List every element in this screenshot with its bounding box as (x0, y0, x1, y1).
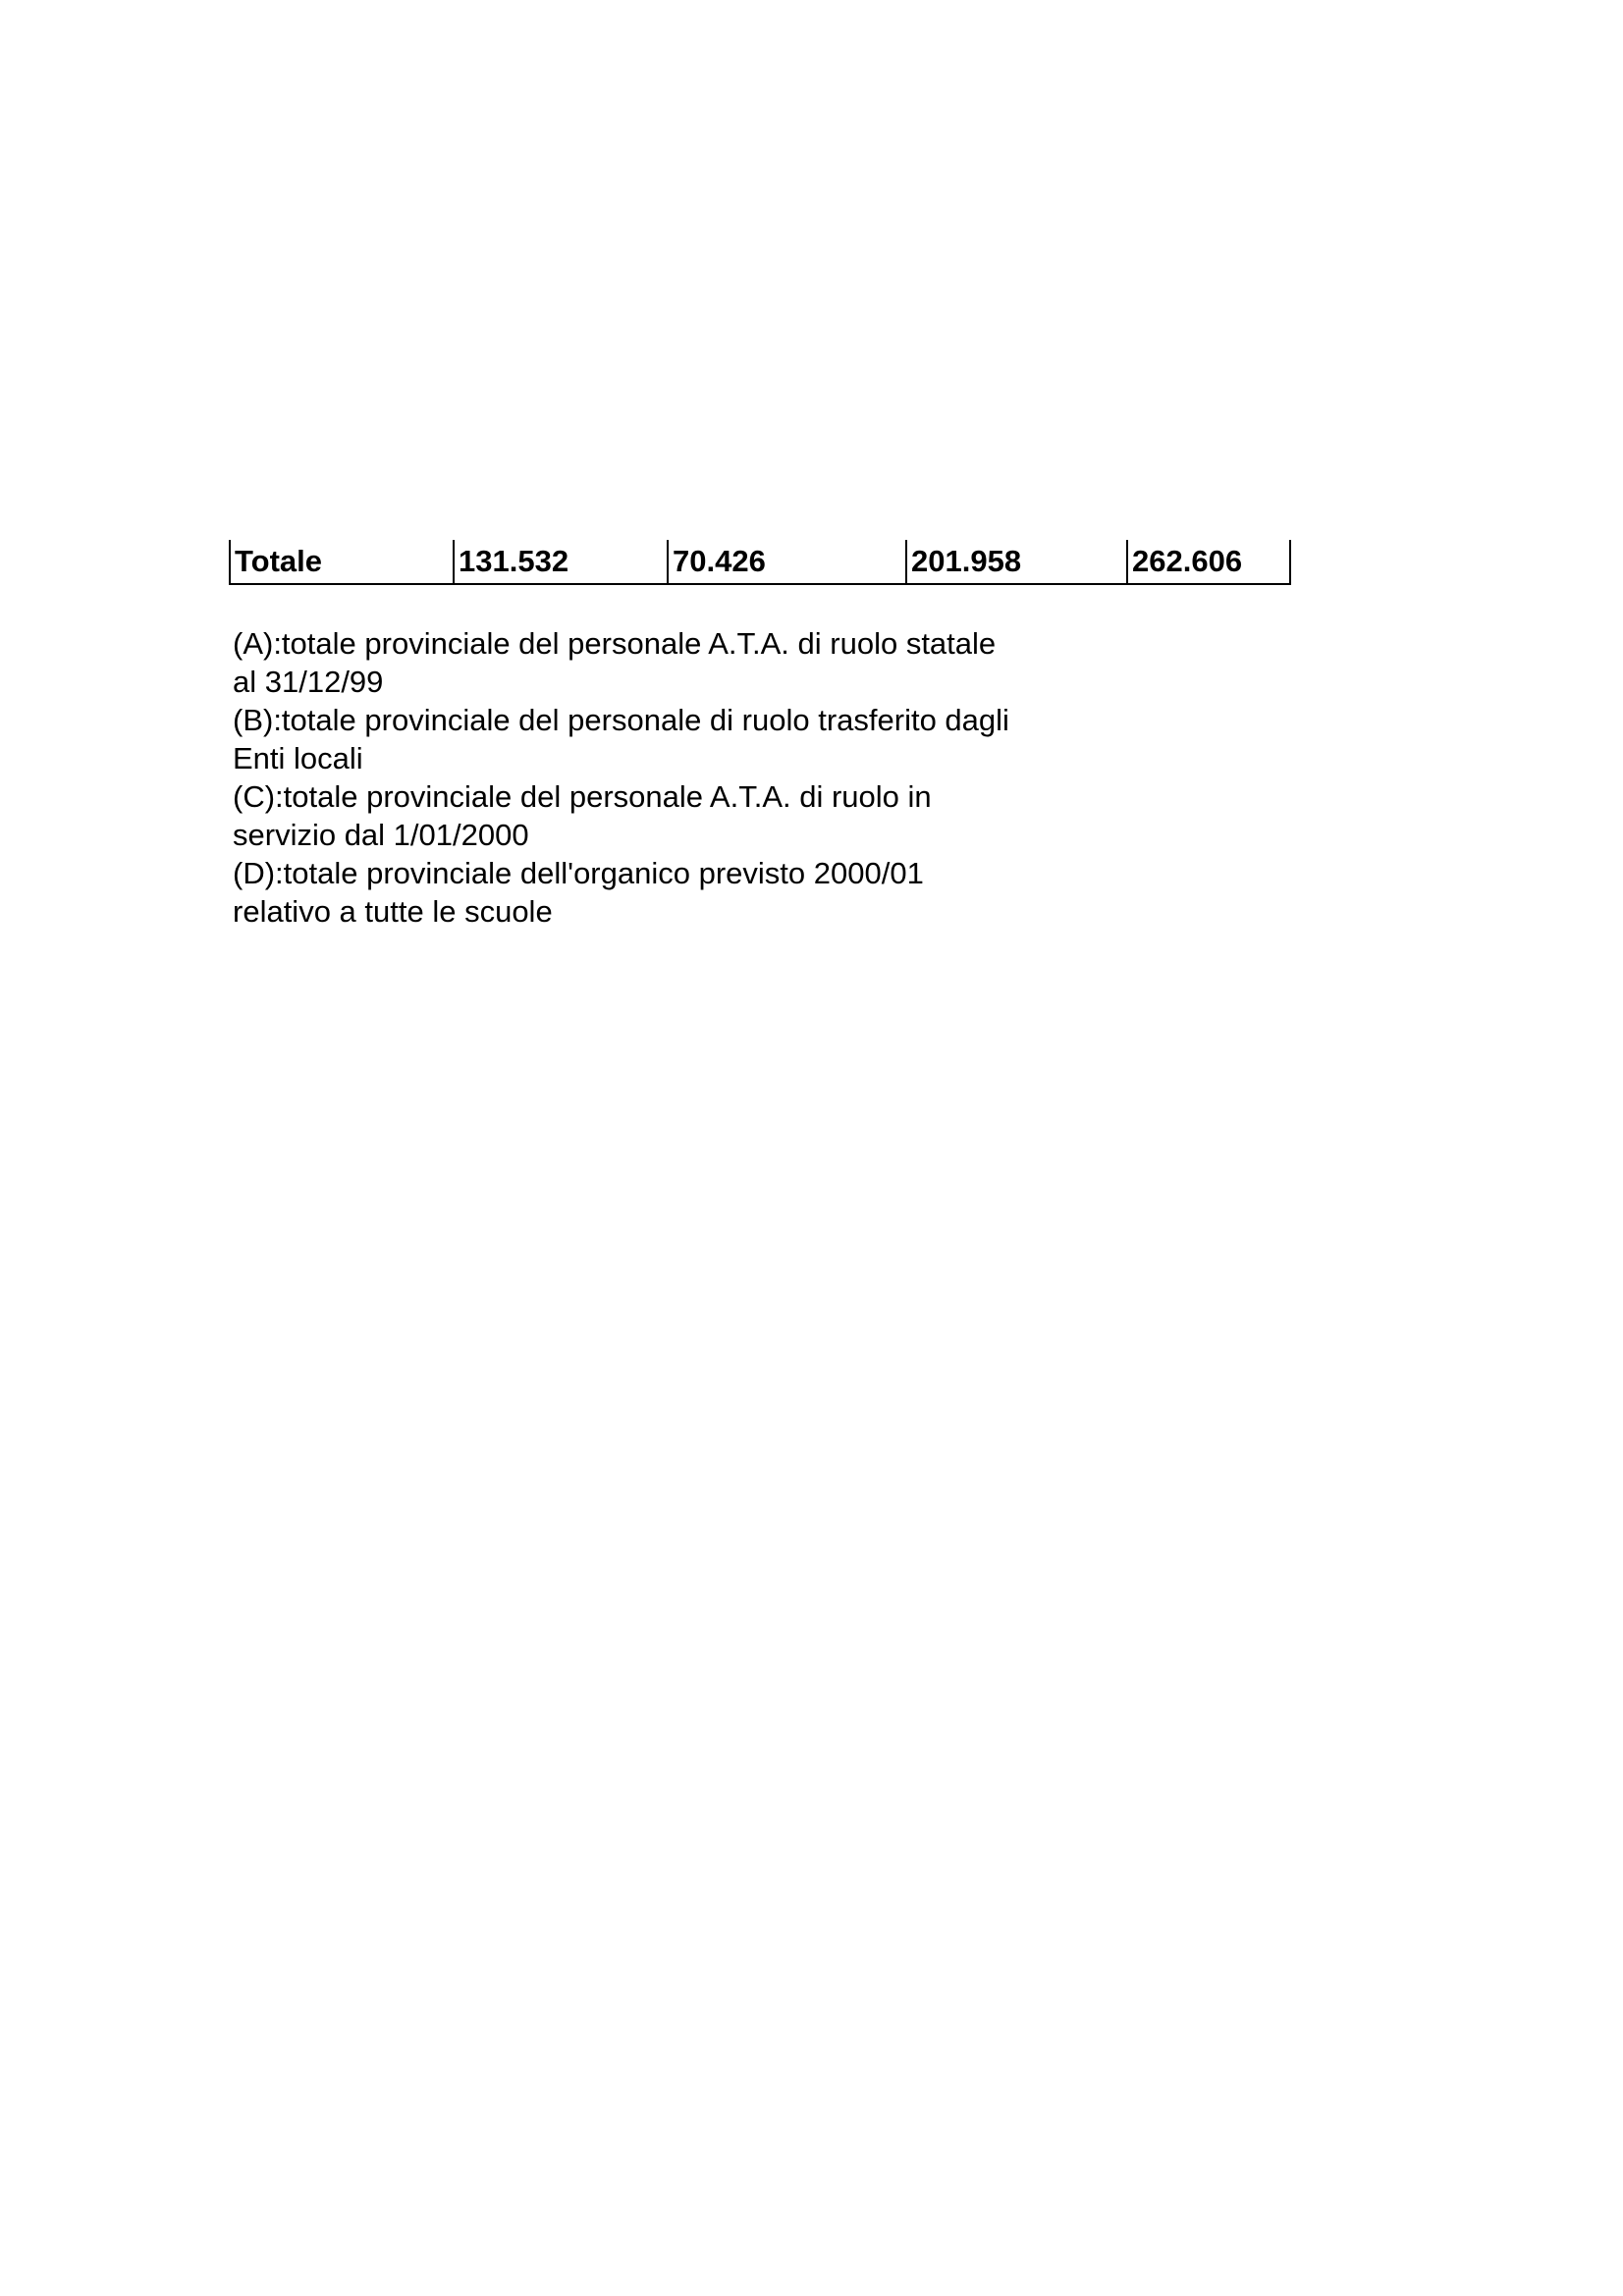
totals-row (229, 540, 1291, 585)
note-d-line-1: (D):totale provinciale dell'organico previsto 2000/01 (233, 856, 924, 890)
table-right-border (1289, 540, 1291, 583)
totals-label: Totale (235, 544, 322, 578)
totals-label-cell (229, 540, 453, 583)
note-c-line-1: (C):totale provinciale del personale A.T.A. di ruolo in (233, 779, 932, 814)
note-a (233, 624, 1116, 701)
note-a-line-2: al 31/12/99 (233, 665, 384, 699)
note-c-line-2: servizio dal 1/01/2000 (233, 818, 529, 852)
legend-notes (233, 624, 1116, 931)
total-c-cell (905, 540, 1126, 583)
note-b-line-2: Enti locali (233, 741, 363, 775)
note-b-line-1: (B):totale provinciale del personale di ruolo trasferito dagli (233, 703, 1009, 737)
note-b (233, 701, 1116, 777)
note-d-line-2: relativo a tutte le scuole (233, 894, 553, 929)
total-b-cell (667, 540, 905, 583)
note-a-line-1: (A):totale provinciale del personale A.T.A. di ruolo statale (233, 626, 997, 661)
total-d-value: 262.606 (1132, 544, 1243, 578)
total-d-cell (1126, 540, 1291, 583)
total-a-cell (453, 540, 667, 583)
total-a-value: 131.532 (459, 544, 569, 578)
total-c-value: 201.958 (911, 544, 1022, 578)
total-b-value: 70.426 (673, 544, 766, 578)
note-c (233, 777, 1116, 854)
note-d (233, 854, 1116, 931)
